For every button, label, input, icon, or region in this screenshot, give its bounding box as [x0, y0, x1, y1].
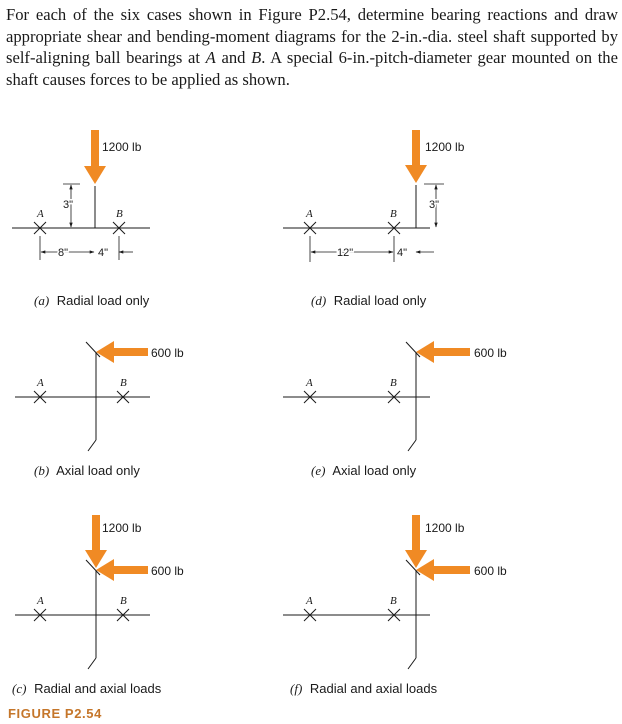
panel-d: [283, 130, 465, 308]
problem-text-1: For each of the six cases shown in Figure P2.54, determine bearing reactions and draw appropriate shear and bending-moment diagrams for the 2-in.-dia. steel shaft supported by self-aligning ball bearings at: [6, 5, 618, 67]
caption-a-text: Radial load only: [56, 293, 150, 308]
caption-b-letter: (b): [34, 463, 50, 478]
bearing-a-label: A: [306, 377, 313, 389]
figure-label: FIGURE P2.54: [8, 706, 102, 721]
axial-load-label: 600 lb: [474, 346, 507, 360]
panel-b: [15, 341, 184, 478]
axial-load-arrow-head: [416, 341, 434, 363]
caption-a-letter: (a): [34, 293, 50, 308]
caption-f-letter: (f): [290, 681, 303, 696]
dim-vertical-label: 3": [429, 199, 440, 211]
caption-d: [311, 293, 427, 308]
bearing-a-label: A: [37, 595, 44, 607]
radial-load-label: 1200 lb: [102, 521, 142, 535]
dim-left-label: 12": [337, 247, 354, 259]
caption-e-letter: (e): [311, 463, 326, 478]
axial-load-arrow-head: [96, 341, 114, 363]
bearing-b-label: B: [390, 595, 397, 607]
gear-face-line-lower: [88, 440, 96, 451]
gear-face-line-lower: [408, 440, 416, 451]
axial-load-label: 600 lb: [151, 346, 184, 360]
caption-f: [290, 681, 438, 696]
caption-b: [34, 463, 140, 478]
bearing-a-label: A: [37, 208, 44, 220]
bearing-b-label: B: [390, 208, 397, 220]
dim-right-label: 4": [397, 247, 408, 259]
caption-b-text: Axial load only: [56, 463, 140, 478]
caption-c: [12, 681, 162, 696]
radial-load-arrow-shaft: [412, 515, 420, 552]
axial-load-label: 600 lb: [474, 564, 507, 578]
dim-right-label: 4": [98, 247, 109, 259]
caption-e: [311, 463, 417, 478]
bearing-a-label: A: [306, 208, 313, 220]
radial-load-label: 1200 lb: [102, 140, 142, 154]
bearing-b-label: B: [120, 377, 127, 389]
caption-e-text: Axial load only: [332, 463, 417, 478]
caption-c-letter: (c): [12, 681, 27, 696]
radial-load-arrow-shaft: [412, 130, 420, 167]
dim-left-label: 8": [58, 247, 69, 259]
problem-text-2: and: [215, 48, 252, 67]
problem-bearing-b: B: [251, 48, 262, 67]
gear-face-line-lower: [88, 658, 96, 669]
bearing-b-label: B: [116, 208, 123, 220]
radial-load-arrow-head: [84, 166, 106, 184]
bearing-a-label: A: [37, 377, 44, 389]
axial-load-arrow-shaft: [112, 566, 148, 574]
caption-c-text: Radial and axial loads: [34, 681, 162, 696]
panel-a: [12, 130, 150, 308]
bearing-b-label: B: [390, 377, 397, 389]
axial-load-arrow-shaft: [432, 348, 470, 356]
axial-load-label: 600 lb: [151, 564, 184, 578]
problem-bearing-a: A: [205, 48, 216, 67]
gear-face-line-lower: [408, 658, 416, 669]
gear-face-line: [406, 342, 420, 357]
bearing-a-label: A: [306, 595, 313, 607]
caption-d-letter: (d): [311, 293, 327, 308]
problem-text-3: . A special 6-in.-pitch-diameter gear mounted on the shaft causes forces to be applied as shown.: [6, 48, 618, 89]
axial-load-arrow-shaft: [432, 566, 470, 574]
panel-e: [283, 341, 507, 478]
gear-face-line: [86, 342, 100, 357]
radial-load-arrow-shaft: [91, 130, 99, 168]
radial-load-arrow-head: [405, 165, 427, 183]
dim-vertical-label: 3": [63, 199, 74, 211]
panel-c: [12, 515, 184, 696]
radial-load-label: 1200 lb: [425, 521, 465, 535]
axial-load-arrow-shaft: [112, 348, 148, 356]
caption-f-text: Radial and axial loads: [309, 681, 438, 696]
bearing-b-label: B: [120, 595, 127, 607]
panel-f: [283, 515, 507, 696]
caption-d-text: Radial load only: [333, 293, 427, 308]
radial-load-label: 1200 lb: [425, 140, 465, 154]
radial-load-arrow-shaft: [92, 515, 100, 552]
caption-a: [34, 293, 150, 308]
